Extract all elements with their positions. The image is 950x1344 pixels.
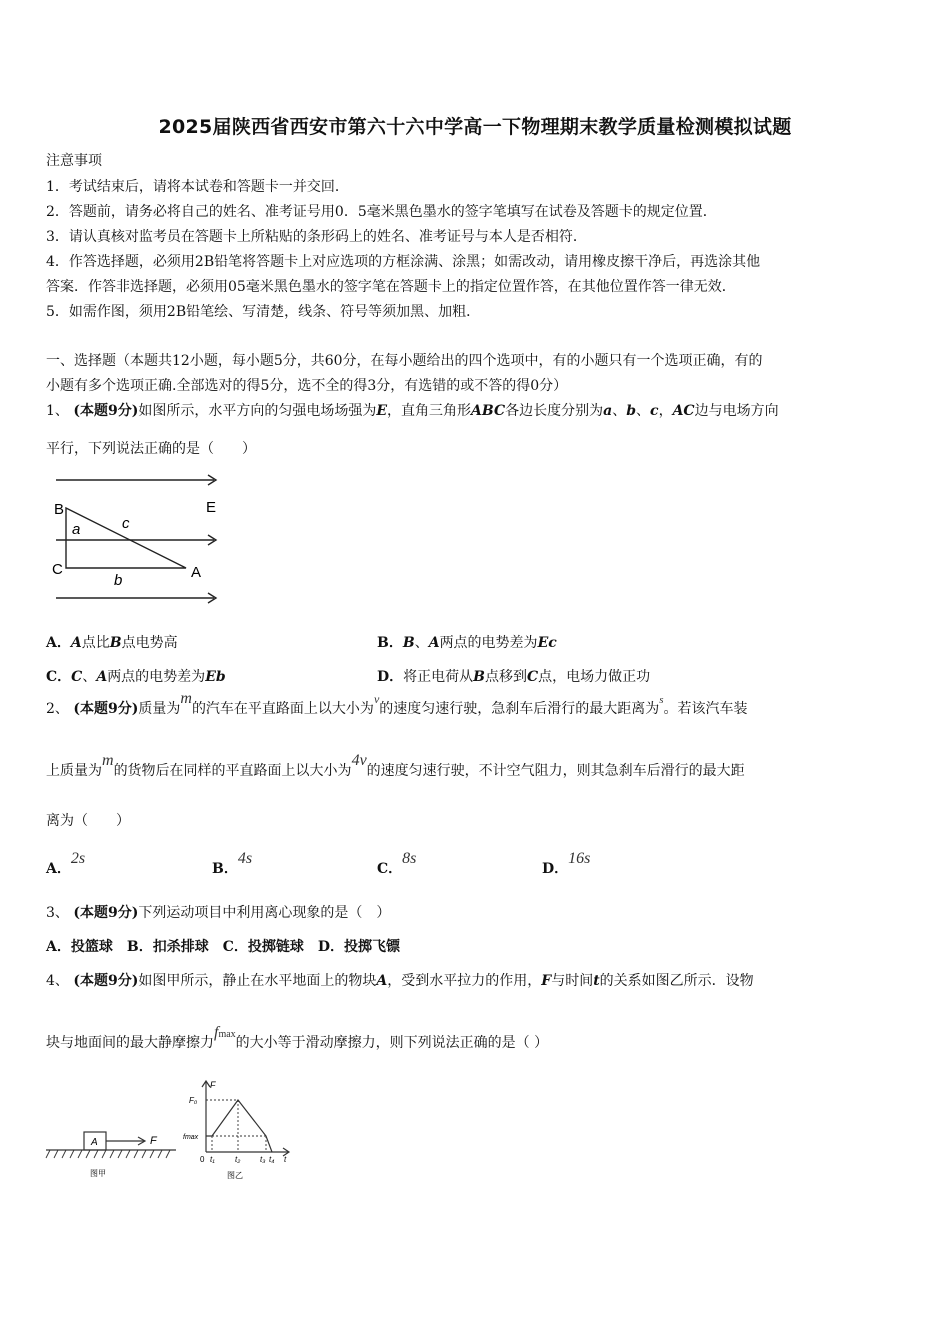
x-axis-label: t (284, 1155, 287, 1164)
option-label: C． (377, 861, 403, 877)
option-text: 点，电场力做正功 (538, 669, 651, 685)
question-number: 2、 (46, 701, 69, 717)
question-1 (46, 402, 908, 420)
question-4 (46, 972, 908, 990)
label-A: A (191, 564, 202, 581)
option-var: Eb (205, 669, 226, 685)
force-label: F (150, 1135, 157, 1147)
q3-text: 下列运动项目中利用离心现象的是（ ） (138, 905, 391, 921)
math-s: s (659, 694, 664, 706)
F0-label: F₀ (189, 1096, 198, 1105)
q1-option-c[interactable] (46, 666, 226, 686)
label-B: B (54, 501, 65, 518)
option-var: B (473, 669, 485, 685)
option-value: 4s (237, 850, 253, 867)
q2-option-c[interactable] (377, 850, 417, 878)
question-4-cont (46, 1024, 908, 1054)
fmax-symbol: f (214, 1024, 219, 1041)
math-m: m (180, 690, 192, 707)
q4-text: 块与地面间的最大静摩擦力 (46, 1035, 214, 1051)
option-value: 2s (70, 850, 86, 867)
q1-text: 边与电场方向 (694, 403, 779, 419)
question-score: (本题9分) (73, 905, 139, 921)
option-text: 两点的电势差为 (439, 635, 538, 651)
q4-text: 的关系如图乙所示．设物 (599, 973, 754, 989)
option-var: A (70, 635, 82, 651)
option-value: 8s (402, 850, 417, 867)
math-m: m (102, 752, 114, 769)
option-text: 点电势高 (121, 635, 178, 651)
q1-sep: 、 (636, 403, 651, 419)
math-4v: 4v (351, 752, 367, 769)
option-var: A (96, 669, 108, 685)
q2-text: 的速度匀速行驶，不计空气阻力，则其急刹车后滑行的最大距 (366, 763, 745, 779)
option-var: Ec (537, 635, 557, 651)
option-label: A． (46, 635, 71, 651)
option-text: 将正电荷从 (403, 669, 474, 685)
q1-option-b[interactable] (377, 632, 557, 652)
fmax-subscript: max (218, 1029, 236, 1040)
label-c: c (122, 515, 130, 532)
question-number: 1、 (46, 403, 69, 419)
section-header-cont: 小题有多个选项正确.全部选对的得5分，选不全的得3分，有选错的或不答的得0分） (46, 378, 568, 394)
option-var: C (526, 669, 539, 685)
q1-text: 各边长度分别为 (505, 403, 604, 419)
option-var: C (71, 669, 83, 685)
option-label: B． (377, 635, 403, 651)
label-b: b (114, 572, 123, 589)
q4-text: 的大小等于滑动摩擦力，则下列说法正确的是（ ） (235, 1035, 549, 1051)
section-header: 一、选择题（本题共12小题，每小题5分，共60分，在每小题给出的四个选项中，有的小题只有一个选项正确，有的 (46, 353, 763, 369)
option-var: B (109, 635, 122, 651)
figure-caption: 图乙 (227, 1171, 243, 1180)
question-2-cont: 离为（ ） (46, 813, 130, 829)
option-label: D． (377, 669, 404, 685)
q2-text: 的汽车在平直路面上以大小为 (191, 701, 374, 717)
q4-text: 与时间 (551, 973, 594, 989)
math-v: v (373, 692, 380, 706)
var-AC: AC (672, 403, 695, 419)
q1-sep: 、 (612, 403, 627, 419)
option-text: 、 (414, 635, 429, 651)
label-E: E (206, 499, 217, 516)
t2-label: t₂ (235, 1155, 241, 1164)
math-fmax (214, 1024, 236, 1041)
option-text: 点比 (81, 635, 110, 651)
ground-hatch (46, 1150, 170, 1158)
q2-text: 质量为 (138, 701, 181, 717)
q1-sep: ， (658, 403, 673, 419)
option-label: D． (542, 861, 569, 877)
q3-options[interactable]: A．投篮球 B．扣杀排球 C．投掷链球 D．投掷飞镖 (46, 939, 400, 955)
question-score: (本题9分) (73, 403, 139, 419)
question-1-cont: 平行，下列说法正确的是（ ） (46, 441, 256, 457)
t1-label: t₁ (210, 1155, 215, 1164)
t3-label: t₃ (260, 1155, 266, 1164)
var-E: E (376, 403, 388, 419)
q2-text: 的速度匀速行驶，急刹车后滑行的最大距离为 (379, 701, 660, 717)
notice-item: 4．作答选择题，必须用2B铅笔将答题卡上对应选项的方框涂满、涂黑；如需改动，请用橡皮擦干净后，再选涂其他 (46, 254, 761, 270)
option-label: A． (46, 861, 71, 877)
q1-option-d[interactable] (377, 666, 650, 686)
figure-yi-graph (180, 1076, 298, 1184)
y-axis-label: F (210, 1080, 216, 1090)
q1-text: 如图所示，水平方向的匀强电场场强为 (138, 403, 377, 419)
option-var: A (428, 635, 440, 651)
notice-item: 5．如需作图，须用2B铅笔绘、写清楚，线条、符号等须加黑、加粗． (46, 304, 481, 320)
q4-text: ，受到水平拉力的作用， (387, 973, 542, 989)
q4-text: 如图甲所示，静止在水平地面上的物块 (138, 973, 377, 989)
origin-label: 0 (200, 1155, 205, 1164)
var-c: c (650, 403, 659, 419)
question-score: (本题9分) (73, 701, 139, 717)
option-label: C． (46, 669, 72, 685)
option-value: 16s (568, 850, 591, 867)
label-a: a (72, 521, 81, 538)
page-title: 2025届陕西省西安市第六十六中学高一下物理期末教学质量检测模拟试题 (158, 116, 792, 138)
figure-jia (44, 1118, 179, 1180)
notice-item: 3．请认真核对监考员在答题卡上所粘贴的条形码上的姓名、准考证号与本人是否相符． (46, 229, 587, 245)
label-C: C (52, 561, 63, 578)
var-ABC: ABC (471, 403, 506, 419)
notice-item: 2．答题前，请务必将自己的姓名、准考证号用0．5毫米黑色墨水的签字笔填写在试卷及答题卡的规定位置． (46, 204, 717, 220)
question-number: 3、 (46, 905, 69, 921)
q2-text: 的货物后在同样的平直路面上以大小为 (113, 763, 352, 779)
option-text: 点移到 (484, 669, 527, 685)
question-3 (46, 904, 908, 922)
option-text: 两点的电势差为 (107, 669, 206, 685)
q2-option-a[interactable] (46, 850, 86, 878)
var-a: a (603, 403, 613, 419)
option-label: B． (212, 861, 238, 877)
var-b: b (626, 403, 637, 419)
triangle-field-figure (46, 468, 226, 613)
q2-text: 。若该汽车装 (663, 701, 748, 717)
notice-item: 1．考试结束后，请将本试卷和答题卡一并交回． (46, 179, 349, 195)
option-var: B (402, 635, 415, 651)
question-score: (本题9分) (73, 973, 139, 989)
q1-text: ，直角三角形 (387, 403, 472, 419)
block-label: A (91, 1137, 98, 1148)
q2-option-d[interactable] (542, 850, 591, 878)
fmax-label: fmax (183, 1134, 199, 1141)
question-2 (46, 690, 908, 719)
q1-option-a[interactable] (46, 632, 178, 652)
notice-heading: 注意事项 (46, 153, 102, 169)
question-number: 4、 (46, 973, 69, 989)
notice-item: 答案．作答非选择题，必须用05毫米黑色墨水的签字笔在答题卡上的指定位置作答，在其他位置作答一律无效． (46, 279, 736, 295)
q2-option-b[interactable] (212, 850, 253, 878)
var-F: F (541, 973, 552, 989)
option-text: 、 (82, 669, 97, 685)
t4-label: t₄ (269, 1155, 275, 1164)
var-t: t (593, 973, 600, 989)
question-2-cont (46, 752, 908, 780)
q2-text: 上质量为 (46, 763, 102, 779)
force-curve (206, 1100, 272, 1152)
var-A: A (376, 973, 388, 989)
figure-caption: 图甲 (90, 1169, 106, 1178)
